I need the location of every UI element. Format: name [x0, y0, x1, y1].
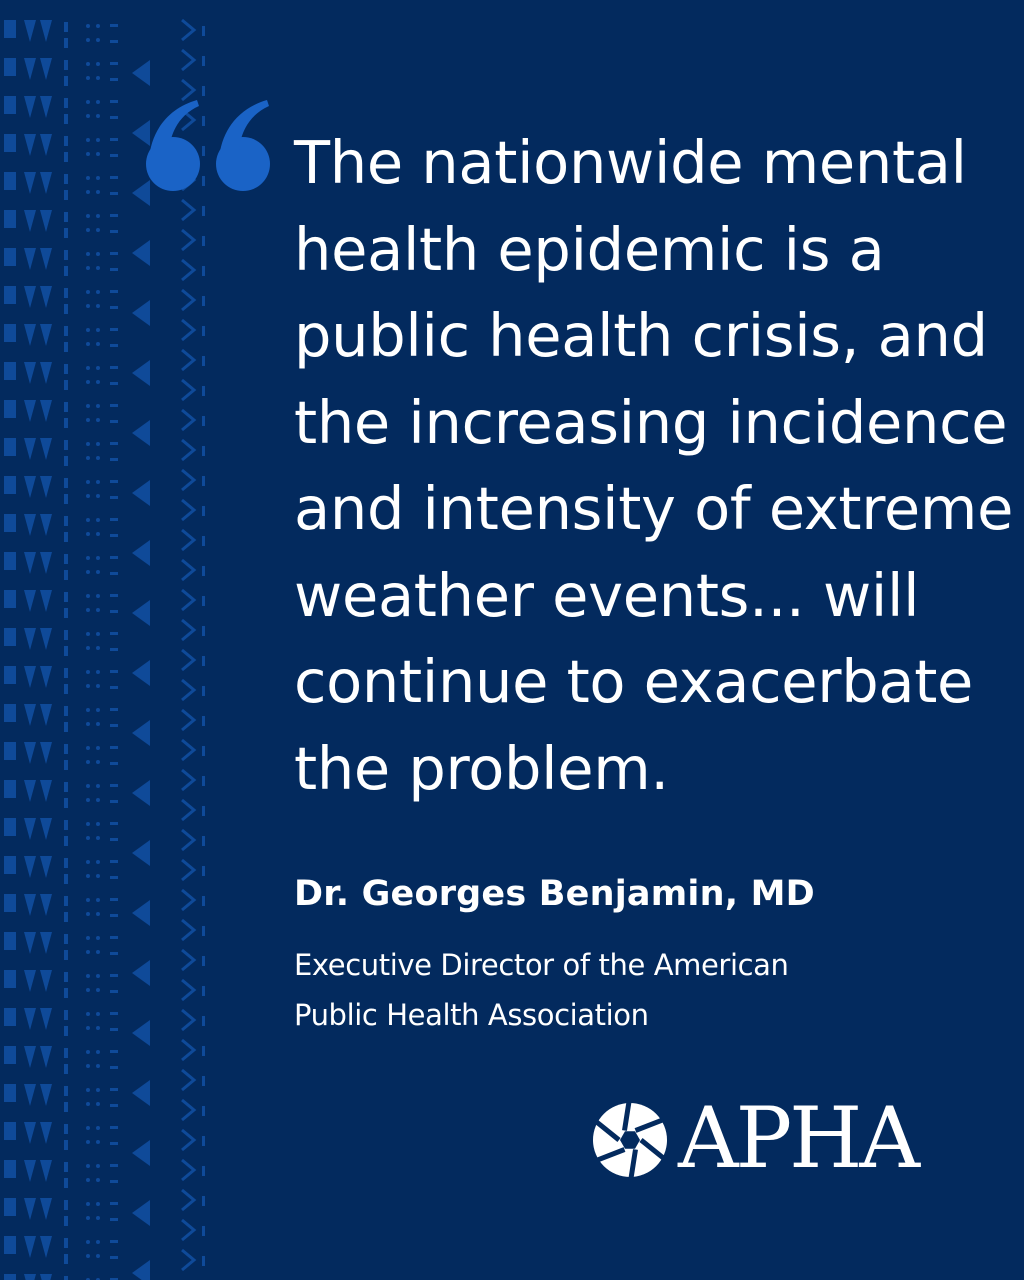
quote-line: public health crisis, and — [294, 301, 988, 370]
quote-line: continue to exacerbate — [294, 647, 974, 716]
quote-line: weather events... will — [294, 560, 920, 630]
quote-line: The nationwide mental — [294, 128, 967, 197]
quote-line: the increasing incidence — [294, 387, 1008, 457]
author-role — [294, 940, 854, 1040]
quote-line: the problem. — [294, 733, 669, 803]
author-name: Dr. Georges Benjamin, MD — [294, 874, 815, 914]
quote-line: and intensity of extreme — [294, 474, 1014, 543]
author-role-line: Executive Director of the American — [294, 948, 789, 982]
quote-text — [294, 120, 1014, 812]
quote-line: health epidemic is a — [294, 214, 885, 284]
quotation-mark-icon — [145, 98, 275, 193]
author-role-line: Public Health Association — [294, 998, 649, 1032]
logo-text: APHA — [678, 1089, 918, 1187]
